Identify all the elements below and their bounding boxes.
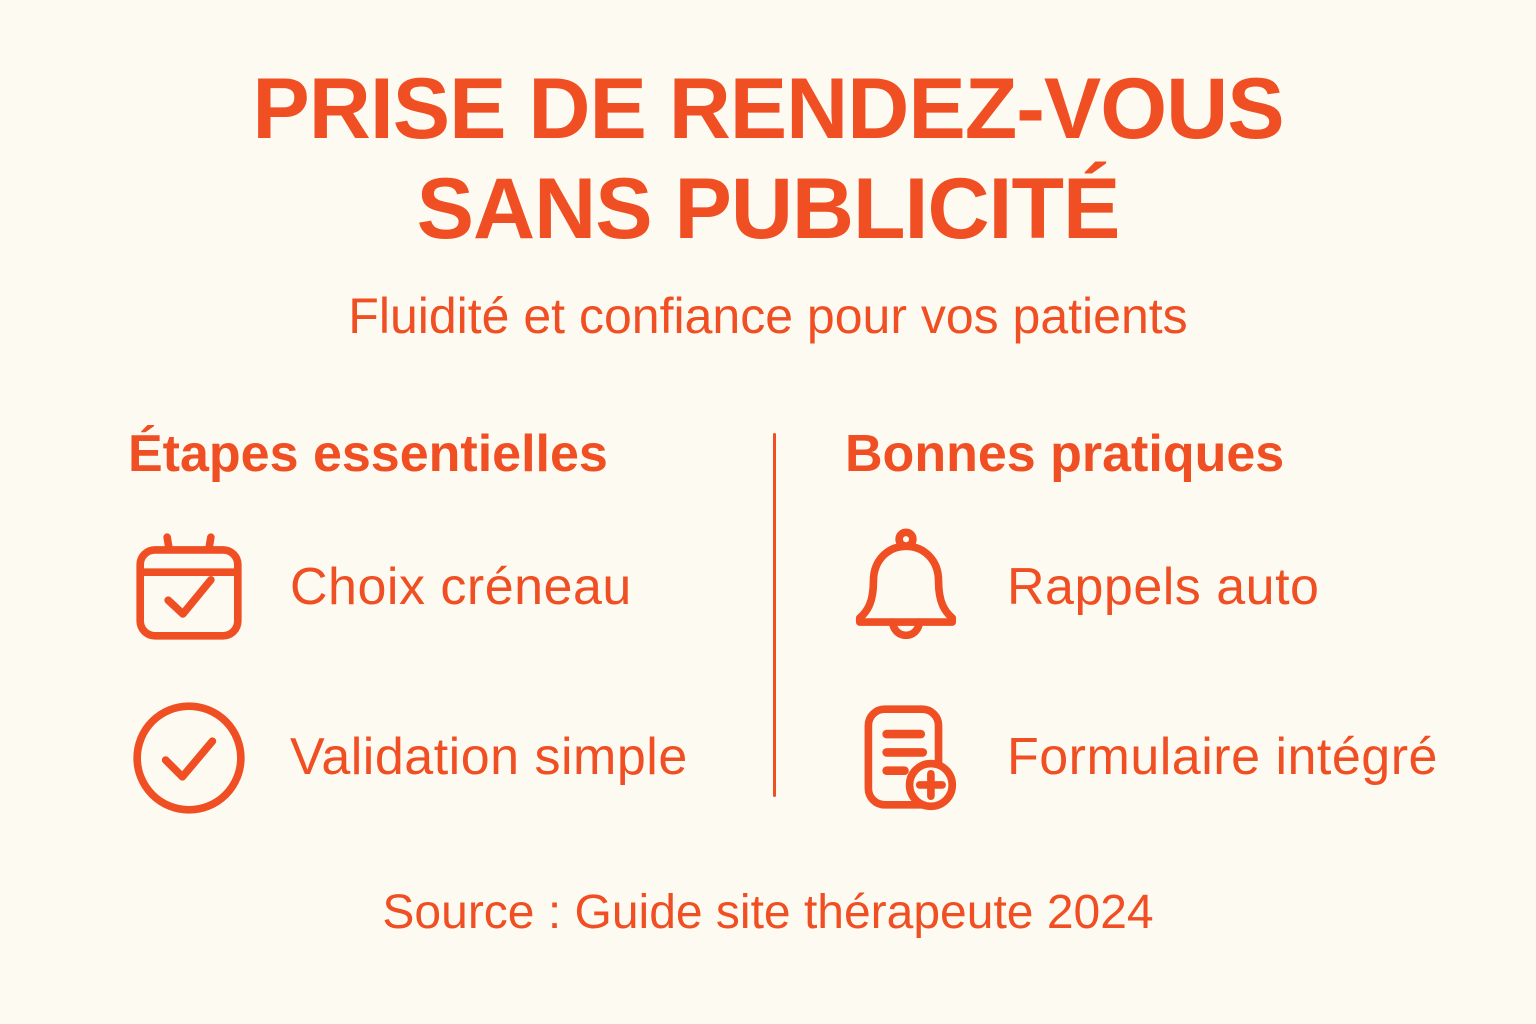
document-plus-icon [845, 697, 967, 819]
list-item-choix-creneau [128, 527, 688, 649]
list-item-label: Formulaire intégré [1007, 728, 1438, 787]
bell-icon [845, 527, 967, 649]
subtitle: Fluidité et confiance pour vos patients [348, 287, 1188, 344]
page-title-line-1: PRISE DE RENDEZ-VOUS [252, 61, 1284, 157]
footer [0, 884, 1536, 942]
circle-check-icon [128, 697, 250, 819]
column-heading-right: Bonnes pratiques [845, 425, 1285, 483]
column-heading-left: Étapes essentielles [128, 425, 608, 483]
list-item-rappels-auto [845, 527, 1438, 649]
list-item-label: Choix créneau [290, 558, 632, 617]
column-bonnes-pratiques [845, 426, 1438, 819]
list-item-formulaire-integre [845, 697, 1438, 819]
list-item-validation-simple [128, 697, 688, 819]
header [0, 0, 1536, 346]
page-title [0, 60, 1536, 260]
list-item-label: Rappels auto [1007, 558, 1320, 617]
calendar-check-icon [128, 527, 250, 649]
page-title-line-2: SANS PUBLICITÉ [416, 160, 1120, 257]
vertical-divider [773, 433, 776, 797]
list-item-label: Validation simple [290, 728, 688, 787]
source-note: Source : Guide site thérapeute 2024 [382, 886, 1154, 939]
column-etapes-essentielles [128, 426, 688, 819]
